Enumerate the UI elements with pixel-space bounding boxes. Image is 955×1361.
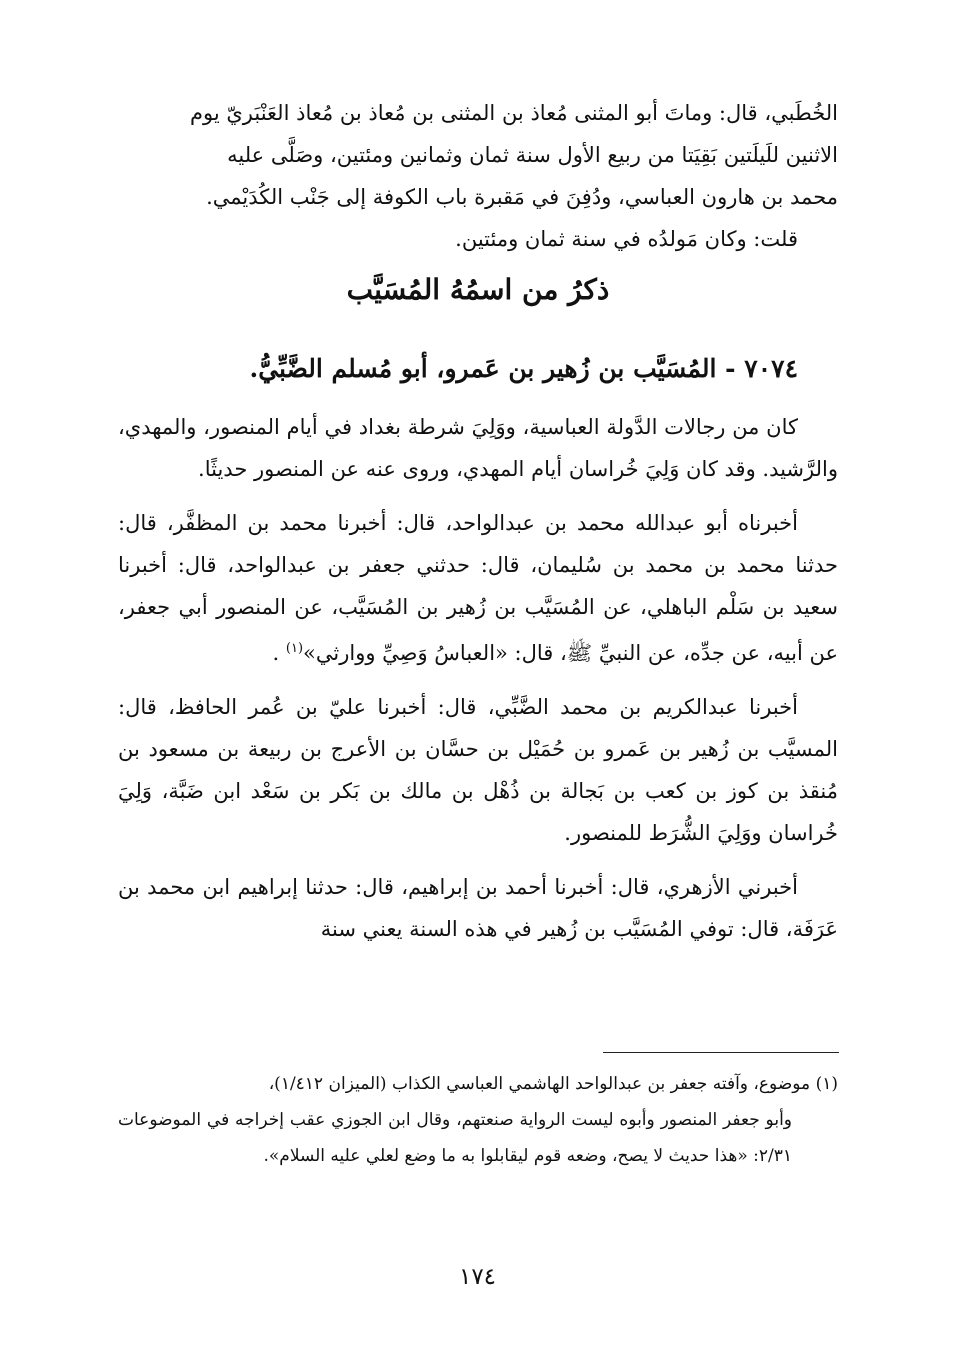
note-line: قلت: وكان مَولدُه في سنة ثمان ومئتين. [455,227,798,251]
paragraph-isnad-1-text: أخبرناه أبو عبدالله محمد بن عبدالواحد، قال: أخبرنا محمد بن المظفَّر، قال: حدثنا محمد بن محمد بن سُليمان، قال: حدثني جعفر بن عبدالواحد، قال: أخبرنا سعيد بن سَلْم الباهلي، عن المُسَيَّب بن زُهير بن المُسَيَّب، عن المنصور أبي جعفر، عن أبيه، عن جدِّه، عن النبيِّ ﷺ، قال: «العباسُ وَصِيِّ ووارثي» [118,511,838,665]
paragraph-isnad-2: أخبرنا عبدالكريم بن محمد الضَّبِّي، قال: أخبرنا عليّ بن عُمر الحافظ، قال: المسيَّب بن زُهير بن عَمرو بن حُمَيْل بن حسَّان بن الأعرج بن ربيعة بن مسعود بن مُنقذ بن كوز بن كعب بن بَجالة بن ذُهْل بن مالك بن بَكر بن سَعْد ابن ضَبَّة، وَلِيَ خُراسان ووَلِيَ الشُّرَط للمنصور. [118,695,838,845]
footnote-marker: (١) [815,1074,838,1094]
entry-title: ٧٠٧٤ - المُسَيَّب بن زُهير بن عَمرو، أبو مُسلم الضَّبِّيُّ. [249,354,798,383]
opening-line-1: الخُطَبي، قال: وماتَ أبو المثنى مُعاذ بن المثنى بن مُعاذ بن مُعاذ العَنْبَريّ يوم [189,101,838,125]
paragraph-biography: كان من رجالات الدَّولة العباسية، ووَلِيَ شرطة بغداد في أيام المنصور، والمهدي، والرَّشيد. وقد كان وَلِيَ خُراسان أيام المهدي، وروى عنه عن المنصور حديثًا. [118,415,838,481]
opening-line-3: محمد بن هارون العباسي، ودُفِنَ في مَقبرة باب الكوفة إلى جَنْب الكُدَيْمي. [206,185,838,209]
footnote-rest: وأبو جعفر المنصور وأبوه ليست الرواية صنعتهم، وقال ابن الجوزي عقب إخراجه في الموضوعات ٢/٣١: «هذا حديث لا يصح، وضعه قوم ليقابلوا به ما وضع لعلي عليه السلام». [118,1110,792,1166]
footnote-first-line [118,1066,838,1102]
footnote [118,1066,838,1174]
paragraph-isnad-1 [118,502,838,674]
footnote-reference: (١) [285,641,304,656]
footnote-first-text: موضوع، وآفته جعفر بن عبدالواحد الهاشمي العباسي الكذاب (الميزان ١/٤١٢)، [268,1074,811,1094]
opening-line-2: الاثنين للَيلَتين بَقِيَتا من ربيع الأول سنة ثمان وثمانين ومئتين، وصَلَّى عليه [227,143,838,167]
paragraph-end-mark: . [272,641,286,665]
page-body [118,92,838,950]
paragraph-isnad-3: أخبرني الأزهري، قال: أخبرنا أحمد بن إبراهيم، قال: حدثنا إبراهيم ابن محمد بن عَرَفَة، قال: توفي المُسَيَّب بن زُهير في هذه السنة يعني سنة [118,875,838,941]
footnote-divider [603,1052,839,1053]
section-heading: ذكرُ من اسمُهُ المُسَيَّب [346,273,610,306]
page-number: ١٧٤ [458,1264,497,1290]
